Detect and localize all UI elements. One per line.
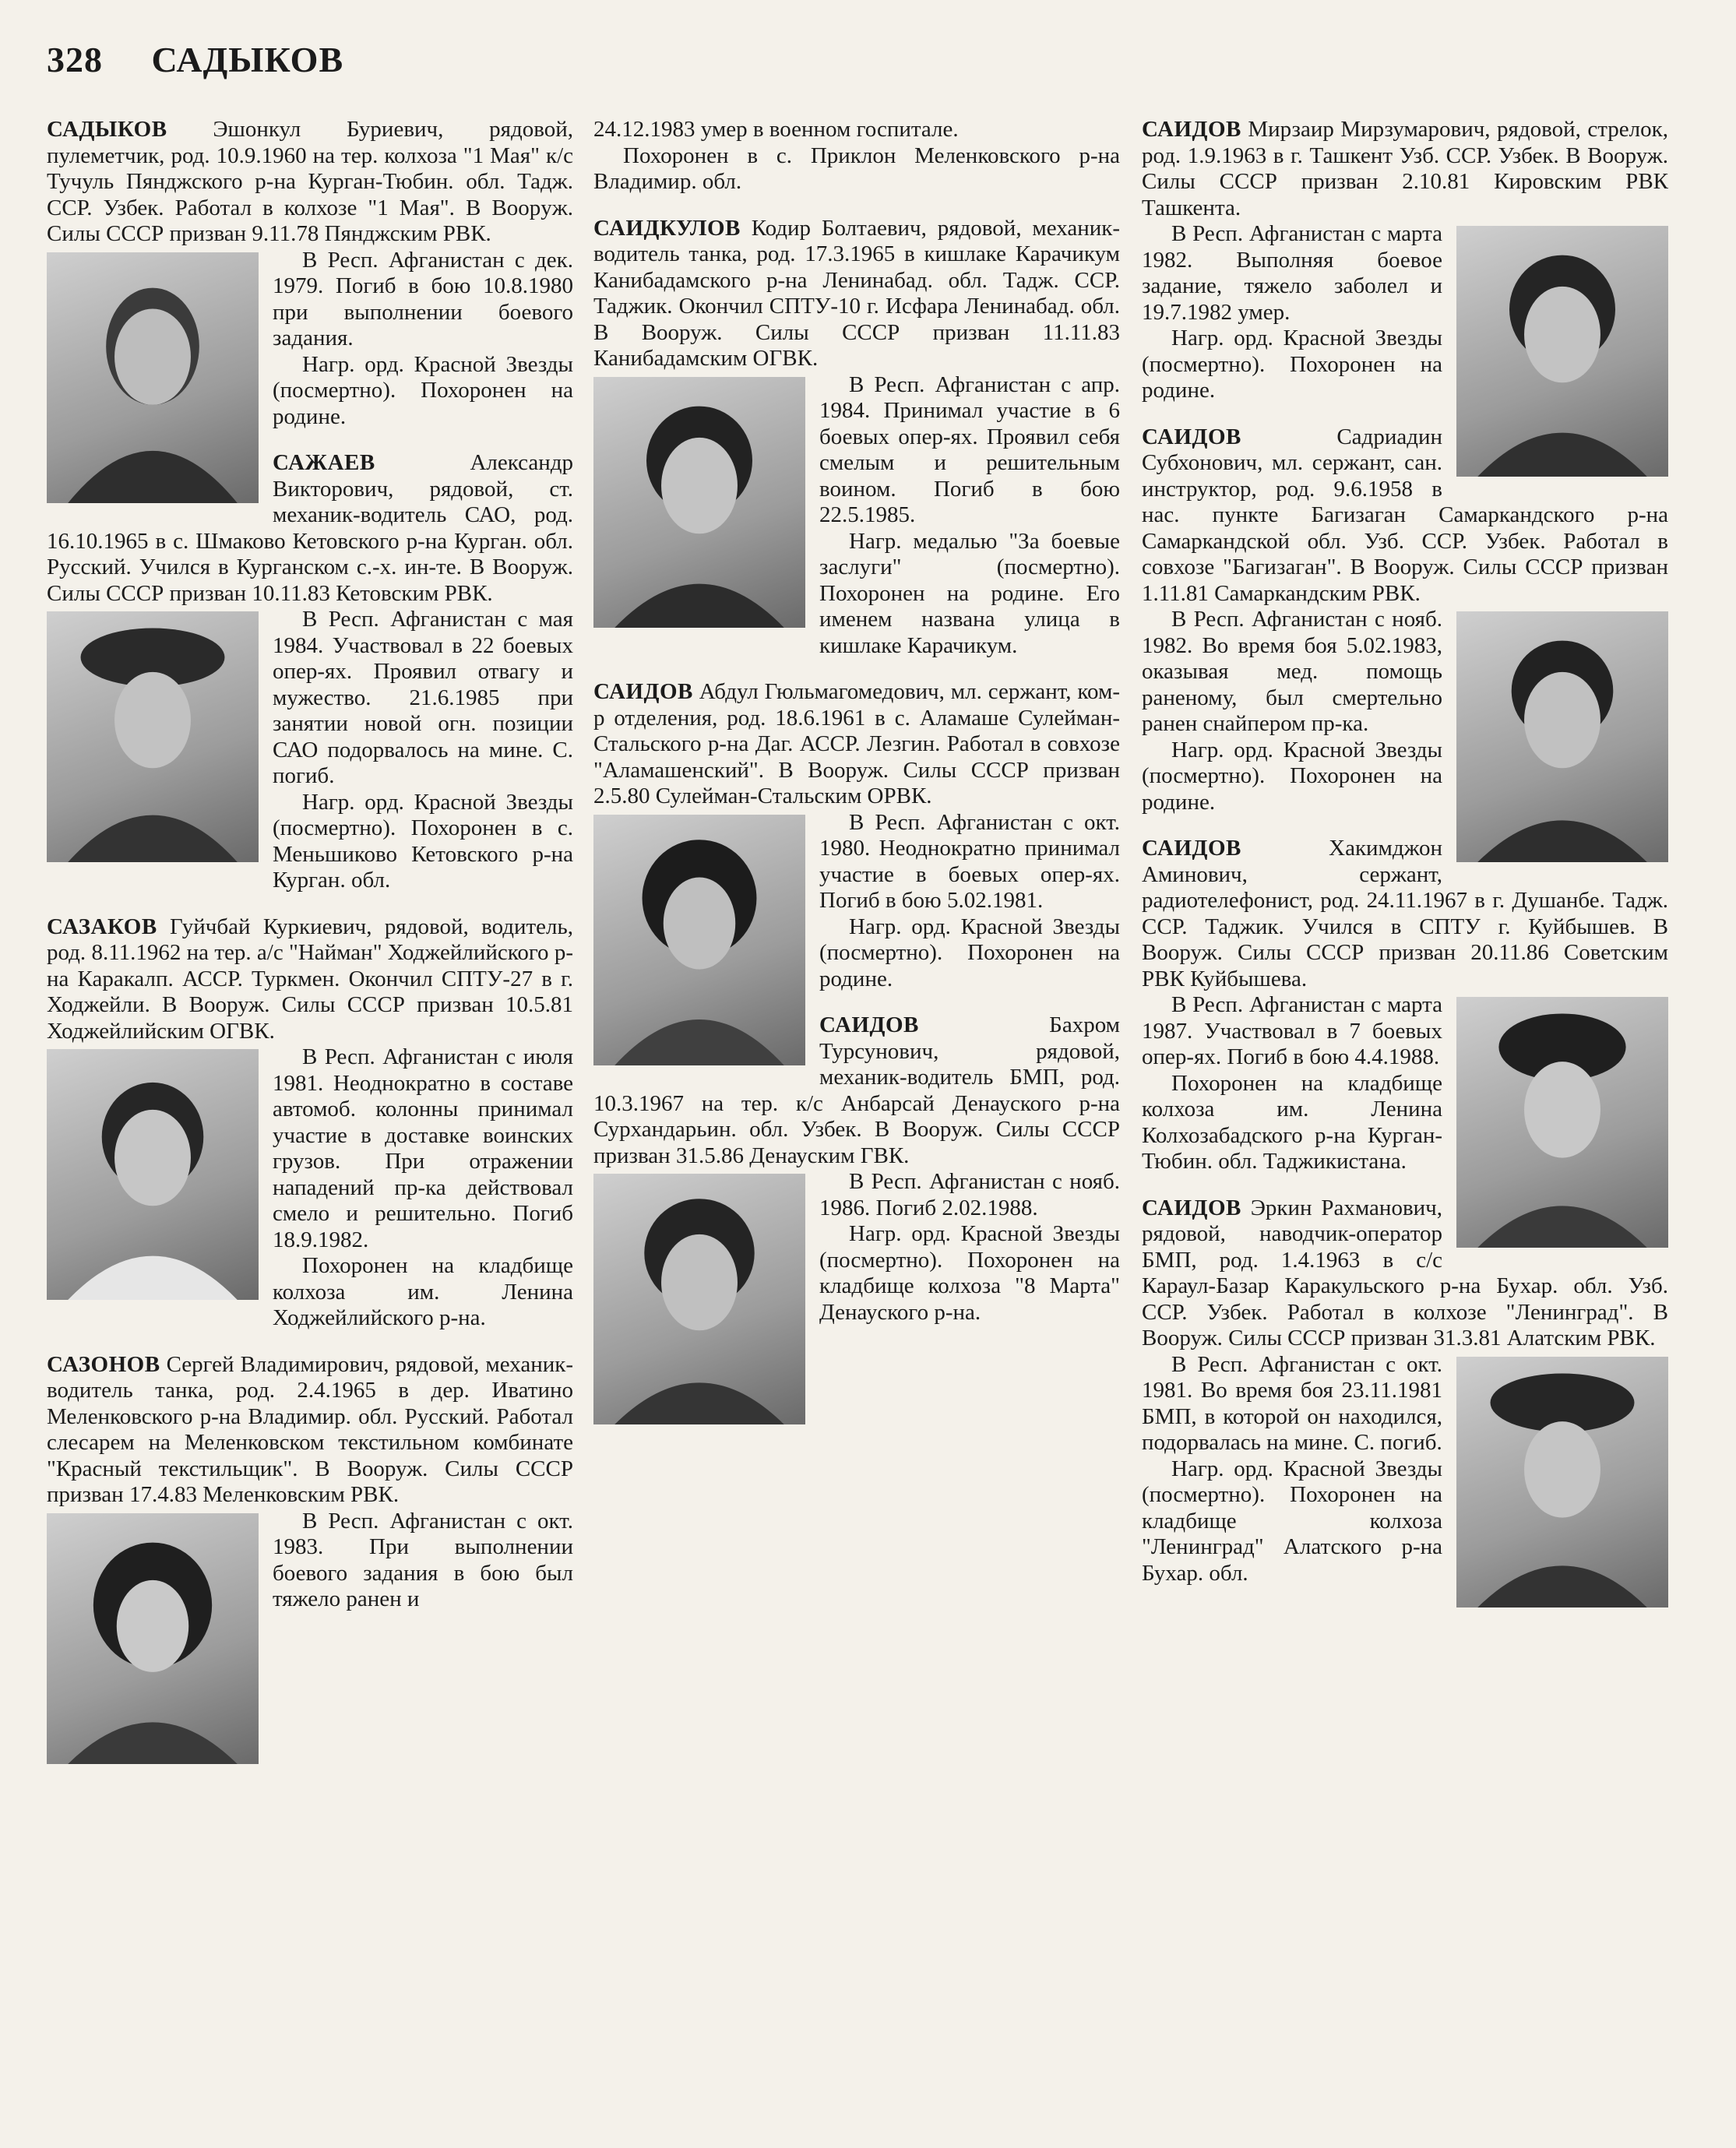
entry-awards: Нагр. орд. Красной Звезды (посмертно). Похоронен на родине. <box>1142 737 1442 815</box>
entry-service: В Респ. Афганистан с апр. 1984. Принимал участие в 6 боевых опер-ях. Проявил себя смелым и решительным воином. Погиб в бою 22.5.1985. <box>819 371 1120 527</box>
entry-service: В Респ. Афганистан с дек. 1979. Погиб в бою 10.8.1980 при выполнении боевого задания. <box>273 247 573 350</box>
entry-saidov-khakimdzhon <box>1142 836 1668 1175</box>
entry-sazakov <box>47 914 573 1332</box>
entry-service: В Респ. Афганистан с мая 1984. Участвовал в 22 боевых опер-ях. Проявил отвагу и мужество. 21.6.1985 при занятии новой огн. позиции САО подорвалось на мине. С. погиб. <box>273 607 573 788</box>
column-3 <box>1142 117 1668 1614</box>
entry-surname: САИДКУЛОВ <box>593 215 741 241</box>
entry-service: В Респ. Афганистан с нояб. 1982. Во время боя 5.02.1983, оказывая мед. помощь раненому, был смертельно ранен снайпером пр-ка. <box>1142 607 1442 736</box>
entry-saidov-abdul <box>593 679 1120 992</box>
entry-awards: Похоронен на кладбище колхоза им. Ленина Ходжейлийского р-на. <box>273 1253 573 1330</box>
entry-sadykov <box>47 117 573 430</box>
entry-bio: Гуйчбай Куркиевич, рядовой, водитель, род. 8.11.1962 на тер. а/с "Найман" Ходжейлийского р-на Каракалп. АССР. Туркмен. Окончил СПТУ-27 в г. Ходжейли. В Вооруж. Силы СССР призван 10.5.81 Ходжейлийским ОГВК. <box>47 914 573 1044</box>
entry-awards: Нагр. медалью "За боевые заслуги" (посмертно). Похоронен на родине. Его именем названа улица в кишлаке Карачикум. <box>819 528 1120 658</box>
entry-awards: Нагр. орд. Красной Звезды (посмертно). Похоронен на родине. <box>1142 326 1442 403</box>
portrait-photo <box>47 252 259 503</box>
page-title: САДЫКОВ <box>151 40 344 79</box>
entry-service: В Респ. Афганистан с окт. 1983. При выполнении боевого задания в бою был тяжело ранен и <box>273 1508 573 1611</box>
entry-bio: Сергей Владимирович, рядовой, механик-водитель танка, род. 2.4.1965 в дер. Иватино Меленковского р-на Владимир. обл. Русский. Работал слесарем на Меленковском текстильном комбинате "Красный текстильщик". В Вооруж. Силы СССР призван 17.4.83 Меленковским РВК. <box>47 1351 573 1507</box>
portrait-photo <box>593 377 805 628</box>
entry-service: В Респ. Афганистан с июля 1981. Неоднократно в составе автомоб. колонны принимал участие в доставке воинских грузов. При отражении нападений пр-ка действовал смело и решительно. Погиб 18.9.1982. <box>273 1044 573 1252</box>
entry-awards: Нагр. орд. Красной Звезды (посмертно). Похоронен на родине. <box>273 351 573 429</box>
entry-service: В Респ. Афганистан с нояб. 1986. Погиб 2.02.1988. <box>819 1169 1120 1220</box>
entry-surname: САИДОВ <box>1142 117 1241 142</box>
entry-surname: САИДОВ <box>819 1012 919 1037</box>
portrait-photo <box>1456 997 1668 1248</box>
entry-bio: Бахром Турсунович, рядовой, механик-водитель БМП, род. 10.3.1967 на тер. к/с Анбарсай Денауского р-на Сурхандарьин. обл. Узбек. В Вооруж. Силы СССР призван 31.5.86 Денауским ГВК. <box>593 1012 1120 1168</box>
entry-service: В Респ. Афганистан с окт. 1981. Во время боя 23.11.1981 БМП, в которой он находился, подорвалась на мине. С. погиб. <box>1142 1351 1442 1455</box>
portrait-photo <box>593 815 805 1065</box>
entry-saidov-mirzair <box>1142 117 1668 404</box>
portrait-photo <box>593 1174 805 1424</box>
entry-bio: Садриадин Субхонович, мл. сержант, сан. инструктор, род. 9.6.1958 в нас. пункте Багизаган Самаркандского р-на Самаркандской обл. Узб. ССР. Узбек. Работал в совхозе "Багизаган". В Вооруж. Силы СССР призван 1.11.81 Самаркандским РВК. <box>1142 424 1668 606</box>
portrait-photo <box>47 611 259 862</box>
entry-bio: Эшонкул Буриевич, рядовой, пулеметчик, род. 10.9.1960 на тер. колхоза "1 Мая" к/с Тучуль Пянджского р-на Курган-Тюбин. обл. Тадж. ССР. Узбек. Работал в колхозе "1 Мая". В Воорyж. Силы СССР призван 9.11.78 Пянджским РВК. <box>47 117 573 246</box>
entry-service: В Респ. Афганистан с марта 1987. Участвовал в 7 боевых опер-ях. Погиб в бою 4.4.1988. <box>1142 992 1442 1069</box>
entry-bio: Эркин Рахманович, рядовой, наводчик-оператор БМП, род. 1.4.1963 в с/с Караул-Базар Каракульского р-на Бухар. обл. Узб. ССР. Узбек. Работал в колхозе "Ленинград". В Вооруж. Силы СССР призван 31.3.81 Алатским РВК. <box>1142 1195 1668 1350</box>
portrait-photo <box>1456 226 1668 477</box>
entry-surname: САЖАЕВ <box>273 450 375 475</box>
entry-bio: Абдул Гюльмагомедович, мл. сержант, ком-р отделения, род. 18.6.1961 в с. Аламаше Сулейман-Стальского р-на Даг. АССР. Лезгин. Работал в совхозе "Аламашенский". В Вооруж. Силы СССР призван 2.5.80 Сулейман-Стальским ОРВК. <box>593 679 1120 808</box>
entry-bio: Хакимджон Аминович, сержант, радиотелефонист, род. 24.11.1967 в г. Душанбе. Тадж. ССР. Таджик. Учился в СПТУ г. Куйбышев. В Вооруж. Силы СССР призван 20.11.86 Советским РВК Куйбышева. <box>1142 836 1668 991</box>
portrait-photo <box>1456 611 1668 862</box>
entry-surname: САЗАКОВ <box>47 914 157 939</box>
entry-surname: САИДОВ <box>1142 836 1241 861</box>
entry-sazonov-continued <box>593 117 1120 195</box>
portrait-photo <box>47 1513 259 1764</box>
entry-surname: САИДОВ <box>593 679 693 704</box>
entry-saidov-erkin <box>1142 1195 1668 1587</box>
entry-bio: Мирзаир Мирзумарович, рядовой, стрелок, род. 1.9.1963 в г. Ташкент Узб. ССР. Узбек. В Вооруж. Силы СССР призван 2.10.81 Кировским РВК Ташкента. <box>1142 117 1668 220</box>
entry-awards: Нагр. орд. Красной Звезды (посмертно). Похоронен на кладбище колхоза "Ленинград" Алатского р-на Бухар. обл. <box>1142 1456 1442 1586</box>
portrait-photo <box>1456 1357 1668 1607</box>
entry-saidov-sadriadin <box>1142 424 1668 816</box>
entry-service: В Респ. Афганистан с окт. 1980. Неоднократно принимал участие в боевых опер-ях. Погиб в бою 5.02.1981. <box>819 809 1120 913</box>
entry-sazhaev <box>47 450 573 894</box>
portrait-photo <box>47 1049 259 1300</box>
entry-service: В Респ. Афганистан с марта 1982. Выполняя боевое задание, тяжело заболел и 19.7.1982 умер. <box>1142 221 1442 325</box>
entry-sazonov <box>47 1352 573 1613</box>
column-2 <box>593 117 1120 1431</box>
entry-awards: Нагр. орд. Красной Звезды (посмертно). Похоронен на родине. <box>819 914 1120 991</box>
entry-bio: Кодир Болтаевич, рядовой, механик-водитель танка, род. 17.3.1965 в кишлаке Карачикум Канибадамского р-на Ленинабад. обл. Тадж. ССР. Таджик. Окончил СПТУ-10 г. Исфара Ленинабад. обл. В Вооруж. Силы СССР призван 11.11.83 Канибадамским ОГВК. <box>593 215 1120 371</box>
entry-awards: Похоронен в с. Приклон Меленковского р-на Владимир. обл. <box>593 143 1120 194</box>
column-1 <box>47 117 573 1770</box>
entry-awards: Похоронен на кладбище колхоза им. Ленина Колхозабадского р-на Курган-Тюбин. обл. Таджикистана. <box>1142 1070 1442 1174</box>
entry-bio: 24.12.1983 умер в военном госпитале. <box>593 117 959 142</box>
entry-surname: САДЫКОВ <box>47 117 167 142</box>
entry-surname: САИДОВ <box>1142 424 1241 449</box>
entry-surname: САИДОВ <box>1142 1195 1241 1220</box>
page-number: 328 <box>47 40 103 79</box>
page-header <box>47 39 343 80</box>
entry-saidkulov <box>593 216 1120 660</box>
entry-bio: Александр Викторович, рядовой, ст. механик-водитель САО, род. 16.10.1965 в с. Шмаково Кетовского р-на Курган. обл. Русский. Учился в Курганском с.-х. ин-те. В Вооруж. Силы СССР призван 10.11.83 Кетовским РВК. <box>47 450 573 606</box>
entry-awards: Нагр. орд. Красной Звезды (посмертно). Похоронен в с. Меньшиково Кетовского р-на Курган. обл. <box>273 789 573 893</box>
entry-surname: САЗОНОВ <box>47 1351 160 1377</box>
entry-awards: Нагр. орд. Красной Звезды (посмертно). Похоронен на кладбище колхоза "8 Марта" Денауского р-на. <box>819 1221 1120 1325</box>
